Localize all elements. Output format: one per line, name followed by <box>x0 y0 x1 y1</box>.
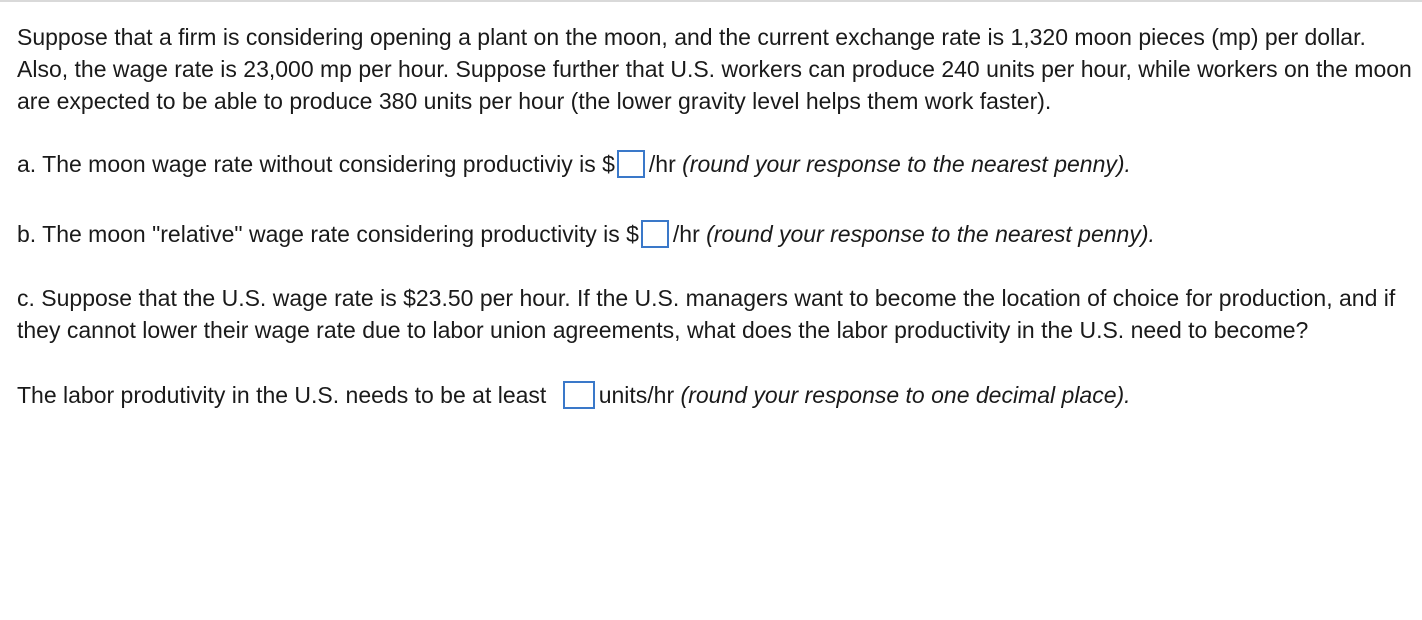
question-body <box>17 21 1412 411</box>
problem-intro: Suppose that a firm is considering opening a plant on the moon, and the current exchange rate is 1,320 moon pieces (mp) per dollar. Also, the wage rate is 23,000 mp per hour. Suppose further that U.S. workers can produce 240 units per hour, while workers on the moon are expected to be able to produce 380 units per hour (the lower gravity level helps them work faster). <box>17 24 1412 114</box>
part-b-unit: /hr <box>672 221 707 247</box>
part-c-answer-line <box>17 379 1412 411</box>
part-b-answer-input[interactable] <box>641 220 669 248</box>
part-a <box>17 148 1412 180</box>
part-a-answer-input[interactable] <box>617 150 645 178</box>
part-b <box>17 218 1412 250</box>
part-c-unit: units/hr <box>598 382 681 408</box>
part-b-hint: (round your response to the nearest penny). <box>706 221 1155 247</box>
top-divider <box>0 0 1422 2</box>
part-c-hint: (round your response to one decimal place). <box>680 382 1131 408</box>
part-c-answer-input[interactable] <box>563 381 595 409</box>
part-a-text: a. The moon wage rate without considering productiviy is $ <box>17 151 615 177</box>
part-a-unit: /hr <box>648 151 683 177</box>
part-c-question: c. Suppose that the U.S. wage rate is $23.50 per hour. If the U.S. managers want to become the location of choice for production, and if they cannot lower their wage rate due to labor union agreements, what does the labor productivity in the U.S. need to become? <box>17 285 1396 343</box>
part-a-hint: (round your response to the nearest penny). <box>682 151 1131 177</box>
part-b-text: b. The moon "relative" wage rate considering productivity is $ <box>17 221 639 247</box>
part-c-text: The labor produtivity in the U.S. needs to be at least <box>17 382 553 408</box>
